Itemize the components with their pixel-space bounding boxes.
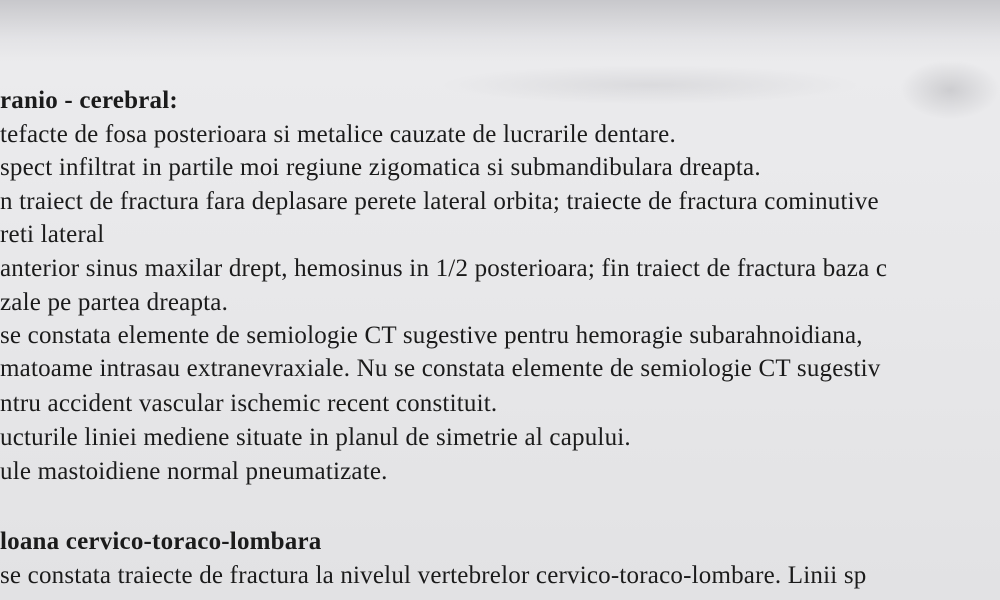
report-line: spect infiltrat in partile moi regiune zigomatica si submandibulara dreapta. — [0, 154, 761, 181]
report-line: ucturile liniei mediene situate in planul de simetrie al capului. — [0, 424, 631, 451]
report-line: ntru accident vascular ischemic recent constituit. — [0, 390, 498, 417]
report-line: se constata traiecte de fractura la nivelul vertebrelor cervico-toraco-lombare. Linii sp — [0, 562, 867, 589]
report-line: reti lateral — [0, 221, 105, 248]
report-line: n traiect de fractura fara deplasare perete lateral orbita; traiecte de fractura cominutive — [0, 188, 879, 215]
report-line: se constata elemente de semiologie CT sugestive pentru hemoragie subarahnoidiana, — [0, 322, 863, 349]
report-line: zale pe partea dreapta. — [0, 289, 229, 316]
section-heading-coloana: loana cervico-toraco-lombara — [0, 528, 322, 555]
page-shadow — [0, 0, 1000, 62]
section-heading-cranio-cerebral: ranio - cerebral: — [0, 87, 178, 114]
print-bleed-center — [440, 65, 860, 105]
print-bleed — [900, 60, 1000, 120]
report-line: matoame intrasau extranevraxiale. Nu se constata elemente de semiologie CT sugestiv — [0, 355, 881, 382]
report-line: anterior sinus maxilar drept, hemosinus in 1/2 posterioara; fin traiect de fractura baza c — [0, 255, 888, 282]
report-line: ule mastoidiene normal pneumatizate. — [0, 458, 388, 485]
report-line: tefacte de fosa posterioara si metalice cauzate de lucrarile dentare. — [0, 121, 676, 148]
